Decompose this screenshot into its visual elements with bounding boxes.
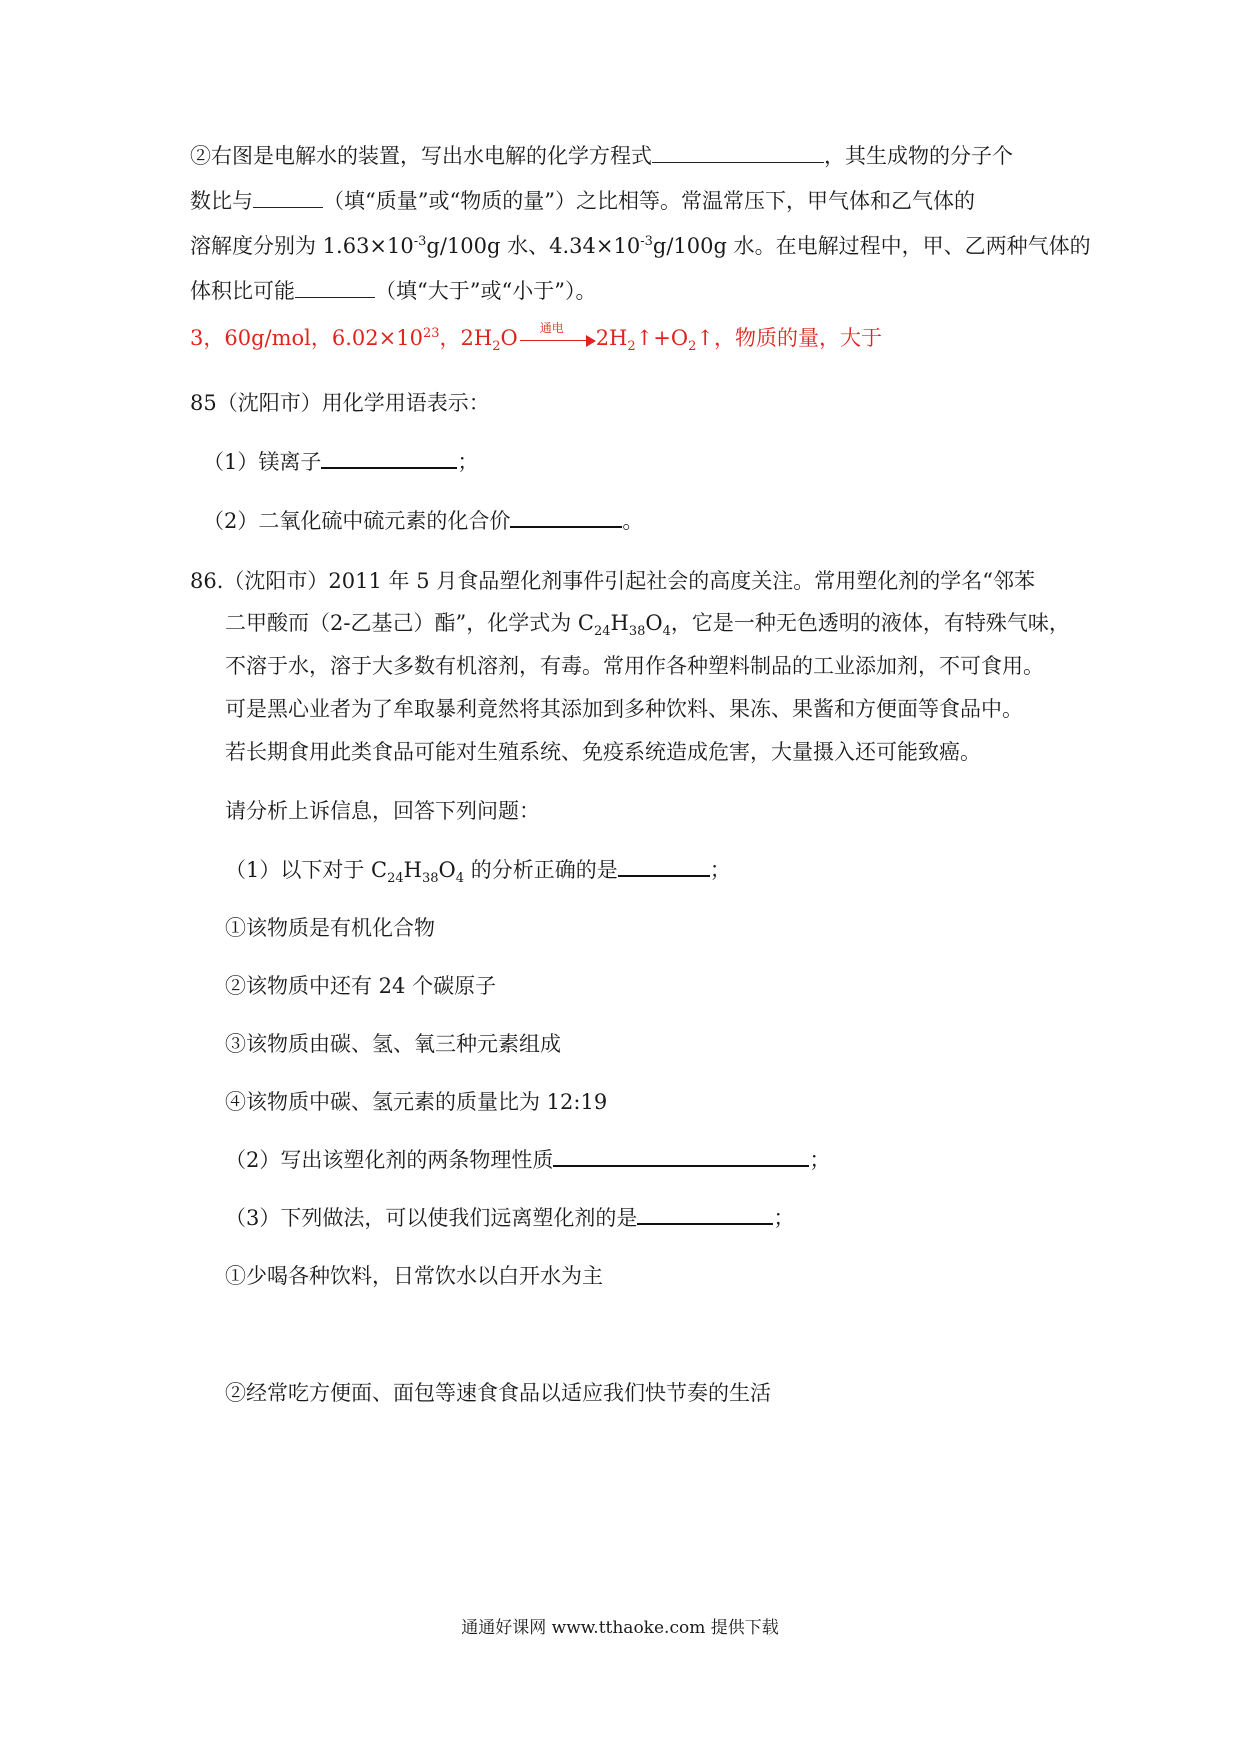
q85-title: 85（沈阳市）用化学用语表示：	[190, 391, 490, 415]
electrolysis-question-line-4: 体积比可能 （填“大于”或“小于”）。	[190, 279, 597, 303]
electrolysis-question-line-1: ②右图是电解水的装置，写出水电解的化学方程式 ，其生成物的分子个	[190, 144, 1013, 168]
reaction-arrow-icon: 通电	[518, 323, 596, 353]
answer-key-line: 3，60g/mol，$6.02\times 10^{23}$，$2H_2O$ 通电 $2H_2↑+O_2↑$，物质的量，大于	[190, 321, 882, 355]
answer-blank	[553, 1145, 809, 1167]
q86-sub-2: （2）写出该塑化剂的两条物理性质 ；	[225, 1145, 1105, 1175]
answer-blank	[637, 1203, 773, 1225]
answer-blank	[321, 447, 457, 469]
q85-item-1: （1）镁离子 ；	[203, 447, 1083, 477]
answer-blank	[652, 142, 824, 163]
q86-line-1: 86.（沈阳市）2011 年 5 月食品塑化剂事件引起社会的高度关注。常用塑化剂的学名“邻苯	[190, 569, 1035, 593]
q86-choice-2: ②经常吃方便面、面包等速食食品以适应我们快节奏的生活	[225, 1381, 771, 1405]
q86-line-5: 若长期食用此类食品可能对生殖系统、免疫系统造成危害，大量摄入还可能致癌。	[225, 740, 981, 764]
q86-line-2: 二甲酸而（2-乙基己）酯”，化学式为 $C_{24}H_{38}O_4$，它是一种无色透明的液体，有特殊气味，	[225, 611, 1070, 640]
q86-option-4: ④该物质中碳、氢元素的质量比为 12:19	[225, 1090, 608, 1114]
answer-blank	[510, 506, 622, 528]
answer-blank	[253, 187, 323, 208]
page-footer: 通通好课网 www.tthaoke.com 提供下载	[461, 1618, 779, 1638]
answer-blank	[618, 855, 710, 877]
q86-option-1: ①该物质是有机化合物	[225, 916, 435, 940]
answer-blank	[295, 277, 375, 298]
q86-line-3: 不溶于水，溶于大多数有机溶剂，有毒。常用作各种塑料制品的工业添加剂，不可食用。	[225, 654, 1044, 678]
q85-item-2: （2）二氧化硫中硫元素的化合价 。	[203, 506, 1083, 536]
q86-prompt: 请分析上诉信息，回答下列问题：	[225, 799, 540, 823]
q86-sub-1: （1）以下对于 $C_{24}H_{38}O_4$ 的分析正确的是 ；	[225, 855, 1105, 885]
q86-choice-1: ①少喝各种饮料，日常饮水以白开水为主	[225, 1264, 603, 1288]
electrolysis-question-line-3: 溶解度分别为 $1.63\times 10^{-3}g/100g$ 水、$4.34\times 10^{-3}g/100g$ 水。在电解过程中，甲、乙两种气体的	[190, 234, 1091, 258]
q86-option-2: ②该物质中还有 24 个碳原子	[225, 974, 497, 998]
q86-option-3: ③该物质由碳、氢、氧三种元素组成	[225, 1032, 561, 1056]
q86-sub-3: （3）下列做法，可以使我们远离塑化剂的是 ；	[225, 1203, 1105, 1233]
q86-line-4: 可是黑心业者为了牟取暴利竟然将其添加到多种饮料、果冻、果酱和方便面等食品中。	[225, 697, 1023, 721]
electrolysis-question-line-2: 数比与 （填“质量”或“物质的量”）之比相等。常温常压下，甲气体和乙气体的	[190, 189, 975, 213]
